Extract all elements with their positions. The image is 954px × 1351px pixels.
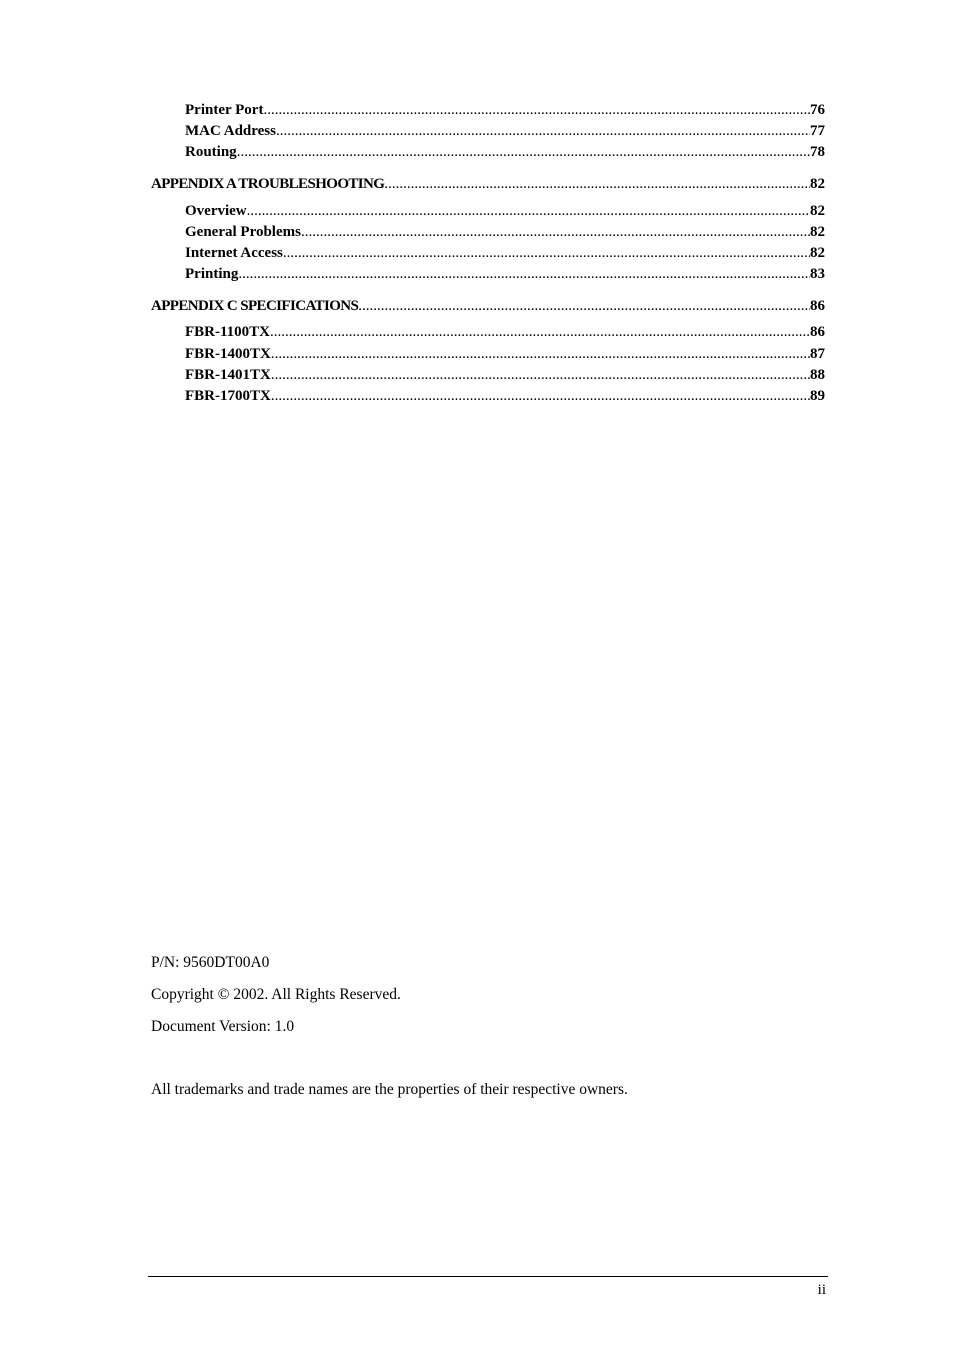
toc-entry-title: FBR-1401TX — [185, 367, 271, 383]
toc-entry-fbr-1401tx[interactable] — [185, 366, 825, 384]
toc-dot-leader — [247, 202, 810, 220]
toc-entry-title: Printing — [185, 266, 239, 282]
toc-entry-title: FBR-1400TX — [185, 346, 271, 362]
toc-entry-title: Overview — [185, 203, 247, 219]
toc-dot-leader — [271, 366, 810, 384]
toc-entry-printer-port[interactable] — [185, 101, 825, 119]
toc-dot-leader — [238, 265, 810, 283]
toc-dot-leader — [271, 387, 810, 405]
toc-dot-leader — [271, 345, 810, 363]
toc-entry-mac-address[interactable] — [185, 122, 825, 140]
part-number: P/N: 9560DT00A0 — [151, 954, 270, 971]
footer-divider — [148, 1276, 828, 1277]
copyright-notice: Copyright © 2002. All Rights Reserved. — [151, 986, 401, 1003]
toc-entry-title: General Problems — [185, 224, 301, 240]
toc-entry-page: 77 — [810, 123, 825, 139]
toc-entry-appendix-a[interactable] — [151, 175, 825, 193]
toc-entry-title: Printer Port — [185, 102, 264, 118]
toc-entry-general-problems[interactable] — [185, 223, 825, 241]
toc-entry-overview[interactable] — [185, 202, 825, 220]
toc-entry-page: 82 — [810, 224, 825, 240]
toc-entry-page: 83 — [810, 266, 825, 282]
table-of-contents — [0, 0, 954, 420]
toc-dot-leader — [301, 223, 810, 241]
toc-entry-title: Routing — [185, 144, 237, 160]
toc-entry-page: 76 — [810, 102, 825, 118]
toc-entry-title: APPENDIX A TROUBLESHOOTING — [151, 176, 385, 192]
toc-entry-title: Internet Access — [185, 245, 283, 261]
toc-dot-leader — [270, 323, 810, 341]
toc-entry-routing[interactable] — [185, 143, 825, 161]
toc-entry-page: 82 — [810, 203, 825, 219]
toc-entry-internet-access[interactable] — [185, 244, 825, 262]
toc-entry-fbr-1700tx[interactable] — [185, 387, 825, 405]
toc-entry-page: 88 — [810, 367, 825, 383]
toc-dot-leader — [384, 175, 810, 193]
page-number: ii — [817, 1282, 826, 1298]
toc-entry-printing[interactable] — [185, 265, 825, 283]
toc-entry-fbr-1100tx[interactable] — [185, 323, 825, 341]
toc-entry-page: 78 — [810, 144, 825, 160]
toc-dot-leader — [263, 101, 810, 119]
toc-dot-leader — [358, 297, 810, 315]
toc-entry-title: FBR-1100TX — [185, 324, 271, 340]
toc-dot-leader — [237, 143, 810, 161]
toc-entry-page: 87 — [810, 346, 825, 362]
toc-entry-page: 82 — [810, 176, 825, 192]
toc-dot-leader — [283, 244, 810, 262]
toc-entry-page: 86 — [810, 298, 825, 314]
toc-entry-page: 82 — [810, 245, 825, 261]
toc-entry-fbr-1400tx[interactable] — [185, 345, 825, 363]
toc-entry-appendix-c[interactable] — [151, 297, 825, 315]
toc-entry-page: 89 — [810, 388, 825, 404]
toc-entry-title: MAC Address — [185, 123, 276, 139]
toc-dot-leader — [276, 122, 810, 140]
toc-entry-page: 86 — [810, 324, 825, 340]
document-version: Document Version: 1.0 — [151, 1018, 295, 1035]
toc-entry-title: FBR-1700TX — [185, 388, 271, 404]
trademark-notice: All trademarks and trade names are the properties of their respective owners. — [151, 1081, 628, 1098]
toc-entry-title: APPENDIX C SPECIFICATIONS — [151, 298, 359, 314]
